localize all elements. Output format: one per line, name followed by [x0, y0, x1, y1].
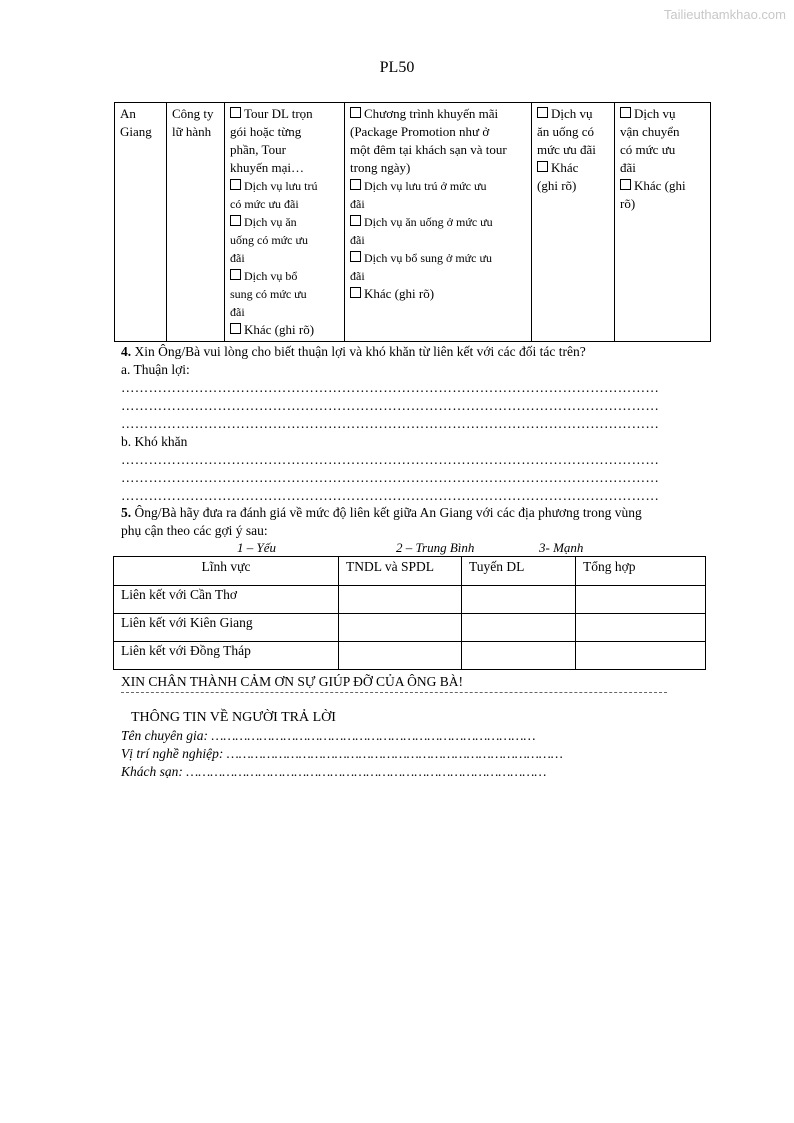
checkbox-icon[interactable]: [230, 215, 241, 226]
transport-options-cell: [615, 103, 711, 342]
difficulties-line[interactable]: ………………………………………………………………………………………………………: [121, 452, 660, 467]
header-field: Lĩnh vực: [114, 557, 339, 586]
option-text: một đêm tại khách sạn và tour: [350, 142, 507, 157]
difficulties-line[interactable]: ………………………………………………………………………………………………………: [121, 488, 660, 503]
checkbox-icon[interactable]: [230, 323, 241, 334]
checkbox-icon[interactable]: [230, 179, 241, 190]
option-text: Tour DL trọn: [230, 105, 339, 123]
rating-cell[interactable]: [462, 586, 576, 614]
header-tndl: TNDL và SPDL: [339, 557, 462, 586]
advantages-label: a. Thuận lợi:: [121, 362, 190, 377]
option-text: Dịch vụ bổ sung ở mức ưu: [350, 249, 526, 267]
promotion-options-cell: [345, 103, 532, 342]
row-label: Liên kết với Cần Thơ: [114, 586, 339, 614]
option-text: Dịch vụ lưu trú ở mức ưu: [350, 177, 526, 195]
question-5: [121, 504, 721, 540]
rating-cell[interactable]: [462, 614, 576, 642]
checkbox-icon[interactable]: [350, 107, 361, 118]
option-text: Chương trình khuyến mãi: [350, 105, 526, 123]
food-options-cell: [532, 103, 615, 342]
option-text: Dịch vụ: [620, 105, 705, 123]
option-text: Khác (ghi rõ): [350, 285, 526, 303]
option-text: gói hoặc từng: [230, 124, 302, 139]
linkage-rating-table: [113, 556, 706, 670]
option-text: đãi: [230, 305, 245, 319]
rating-cell[interactable]: [339, 614, 462, 642]
option-text: vận chuyển: [620, 124, 680, 139]
question-4: [121, 343, 721, 505]
table-row: [114, 642, 706, 670]
option-text: Khác (ghi: [620, 177, 705, 195]
checkbox-icon[interactable]: [537, 107, 548, 118]
option-text: đãi: [350, 269, 365, 283]
table-row: [114, 614, 706, 642]
respondent-info-title: THÔNG TIN VỀ NGƯỜI TRẢ LỜI: [131, 710, 336, 725]
option-text: Dịch vụ ăn: [230, 213, 339, 231]
checkbox-icon[interactable]: [230, 107, 241, 118]
option-text: (ghi rõ): [537, 178, 577, 193]
question-5-text: Ông/Bà hãy đưa ra đánh giá về mức độ liên kết giữa An Giang với các địa phương trong vùng: [131, 505, 642, 520]
option-text: uống có mức ưu: [230, 233, 308, 247]
header-overall: Tổng hợp: [576, 557, 706, 586]
option-text: trong ngày): [350, 160, 411, 175]
rating-cell[interactable]: [576, 614, 706, 642]
job-position-field[interactable]: Vị trí nghề nghiệp: …………………………………………………………………………: [121, 746, 563, 761]
rating-cell[interactable]: [462, 642, 576, 670]
checkbox-icon[interactable]: [350, 287, 361, 298]
checkbox-icon[interactable]: [350, 179, 361, 190]
checkbox-icon[interactable]: [620, 107, 631, 118]
checkbox-icon[interactable]: [620, 179, 631, 190]
rating-cell[interactable]: [576, 642, 706, 670]
option-text: khuyến mại…: [230, 160, 305, 175]
tour-options-cell: [225, 103, 345, 342]
option-text: Dịch vụ lưu trú: [230, 177, 339, 195]
header-route: Tuyến DL: [462, 557, 576, 586]
table-row: [115, 103, 711, 342]
scale-weak: 1 – Yếu: [237, 540, 276, 555]
hotel-field[interactable]: Khách sạn: ………………………………………………………………………………: [121, 764, 547, 779]
row-label: Liên kết với Đồng Tháp: [114, 642, 339, 670]
table-row: [114, 586, 706, 614]
province-cell: An Giang: [115, 103, 167, 342]
partner-services-table: [114, 102, 711, 342]
option-text: Khác (ghi rõ): [230, 321, 339, 339]
advantages-line[interactable]: ………………………………………………………………………………………………………: [121, 380, 660, 395]
row-label: Liên kết với Kiên Giang: [114, 614, 339, 642]
question-5-text-cont: phụ cận theo các gợi ý sau:: [121, 523, 268, 538]
option-text: đãi: [620, 160, 636, 175]
company-type-cell: Công ty lữ hành: [167, 103, 225, 342]
page-number: PL50: [379, 59, 415, 76]
option-text: Dịch vụ ăn uống ở mức ưu: [350, 213, 526, 231]
divider: [121, 692, 667, 693]
option-text: Khác: [537, 159, 609, 177]
watermark: Tailieuthamkhao.com: [663, 7, 786, 22]
option-text: mức ưu đãi: [537, 142, 596, 157]
checkbox-icon[interactable]: [230, 269, 241, 280]
rating-cell[interactable]: [576, 586, 706, 614]
option-text: (Package Promotion như ở: [350, 124, 490, 139]
option-text: đãi: [230, 251, 245, 265]
question-5-number: 5.: [121, 505, 132, 520]
difficulties-line[interactable]: ………………………………………………………………………………………………………: [121, 470, 660, 485]
advantages-line[interactable]: ………………………………………………………………………………………………………: [121, 398, 660, 413]
option-text: có mức ưu: [620, 142, 676, 157]
option-text: Dịch vụ: [537, 105, 609, 123]
checkbox-icon[interactable]: [537, 161, 548, 172]
expert-name-field[interactable]: Tên chuyên gia: ………………………………………………………………………: [121, 728, 536, 743]
checkbox-icon[interactable]: [350, 215, 361, 226]
option-text: sung có mức ưu: [230, 287, 307, 301]
option-text: có mức ưu đãi: [230, 197, 299, 211]
advantages-line[interactable]: ………………………………………………………………………………………………………: [121, 416, 660, 431]
difficulties-label: b. Khó khăn: [121, 434, 188, 449]
rating-cell[interactable]: [339, 586, 462, 614]
scale-strong: 3- Mạnh: [539, 540, 584, 555]
option-text: Dịch vụ bổ: [230, 267, 339, 285]
table-header-row: [114, 557, 706, 586]
option-text: phần, Tour: [230, 142, 286, 157]
option-text: rõ): [620, 196, 636, 211]
thank-you-note: XIN CHÂN THÀNH CẢM ƠN SỰ GIÚP ĐỠ CỦA ÔNG BÀ!: [121, 674, 463, 689]
option-text: đãi: [350, 233, 365, 247]
rating-cell[interactable]: [339, 642, 462, 670]
checkbox-icon[interactable]: [350, 251, 361, 262]
scale-medium: 2 – Trung Bình: [396, 540, 475, 555]
option-text: đãi: [350, 197, 365, 211]
question-4-text: Xin Ông/Bà vui lòng cho biết thuận lợi và khó khăn từ liên kết với các đối tác trên?: [131, 344, 586, 359]
option-text: ăn uống có: [537, 124, 595, 139]
question-4-number: 4.: [121, 344, 132, 359]
